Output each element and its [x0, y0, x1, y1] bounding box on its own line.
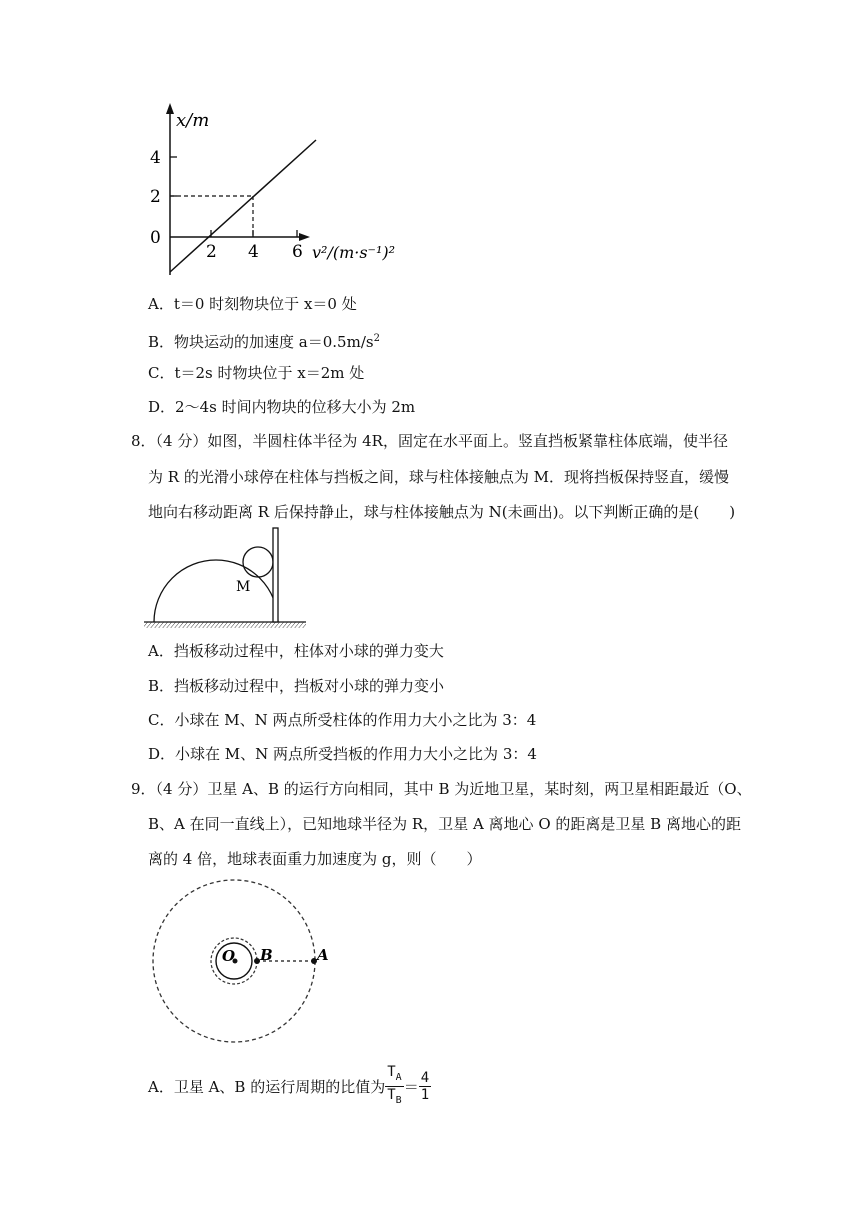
ratio-fraction-left	[385, 1064, 403, 1109]
q7-option-c: C．t＝2s 时物块位于 x＝2m 处	[148, 364, 365, 382]
ball	[243, 547, 273, 577]
frac-left-numerator: T	[387, 1064, 396, 1080]
position-velocity-graph	[140, 100, 440, 285]
q8-option-c: C．小球在 M、N 两点所受柱体的作用力大小之比为 3：4	[148, 711, 537, 729]
frac-left-denominator: T	[387, 1086, 396, 1103]
x-axis-label: v²/(m·s⁻¹)²	[312, 243, 396, 262]
q9-stem-line-1: 9．（4 分）卫星 A、B 的运行方向相同，其中 B 为近地卫星，某时刻，两卫星相距最近（O、	[131, 780, 752, 798]
x-tick-label-4: 4	[248, 242, 259, 262]
frac-left-denominator-sub: B	[395, 1094, 402, 1106]
y-axis-label: x/m	[176, 110, 210, 131]
x-tick-label-2: 2	[206, 242, 217, 262]
satellite-orbit-figure	[150, 876, 330, 1046]
q7-option-b-exponent: 2	[373, 333, 380, 344]
label-b: B	[260, 946, 273, 964]
ground-hatch	[144, 622, 306, 628]
frac-right-denominator: 1	[420, 1086, 430, 1103]
q7-option-d: D．2～4s 时间内物块的位移大小为 2m	[148, 398, 416, 416]
label-a: A	[317, 946, 329, 964]
equals-sign: ＝	[403, 1077, 419, 1096]
y-tick-label-0: 0	[150, 228, 161, 248]
baffle-board	[273, 528, 278, 622]
q7-option-b	[148, 329, 380, 352]
q9-option-a-text: A．卫星 A、B 的运行周期的比值为	[148, 1077, 386, 1096]
ratio-fraction-right	[419, 1070, 431, 1103]
y-axis-arrow	[166, 103, 174, 114]
q8-stem-line-2: 为 R 的光滑小球停在柱体与挡板之间，球与柱体接触点为 M．现将挡板保持竖直，缓慢	[148, 468, 729, 486]
x-tick-label-6: 6	[292, 242, 303, 262]
q9-stem-line-2: B、A 在同一直线上），已知地球半径为 R，卫星 A 离地心 O 的距离是卫星 B 离地心的距	[148, 815, 741, 833]
q7-option-a: A．t＝0 时刻物块位于 x＝0 处	[148, 295, 357, 313]
q7-option-b-text: B．物块运动的加速度 a＝0.5m/s	[148, 333, 374, 351]
q9-option-a	[148, 1064, 431, 1109]
label-o: O	[222, 947, 236, 965]
y-tick-label-2: 2	[150, 187, 161, 207]
q8-stem-line-1: 8．（4 分）如图，半圆柱体半径为 4R，固定在水平面上。竖直挡板紧靠柱体底端，使半径	[131, 432, 728, 450]
q8-stem-line-3: 地向右移动距离 R 后保持静止，球与柱体接触点为 N(未画出)。以下判断正确的是( )	[148, 503, 736, 521]
frac-left-numerator-sub: A	[395, 1071, 402, 1083]
semicylinder-figure	[144, 526, 314, 632]
q8-option-a: A．挡板移动过程中，柱体对小球的弹力变大	[148, 642, 444, 660]
q8-option-d: D．小球在 M、N 两点所受挡板的作用力大小之比为 3：4	[148, 745, 537, 763]
q9-stem-line-3: 离的 4 倍，地球表面重力加速度为 g，则（ ）	[148, 850, 482, 868]
contact-point-label-m: M	[236, 579, 251, 595]
x-axis-arrow	[299, 233, 310, 241]
y-tick-label-4: 4	[150, 148, 161, 168]
frac-right-numerator: 4	[420, 1069, 430, 1086]
q8-option-b: B．挡板移动过程中，挡板对小球的弹力变小	[148, 677, 445, 695]
semicylinder	[154, 560, 278, 622]
